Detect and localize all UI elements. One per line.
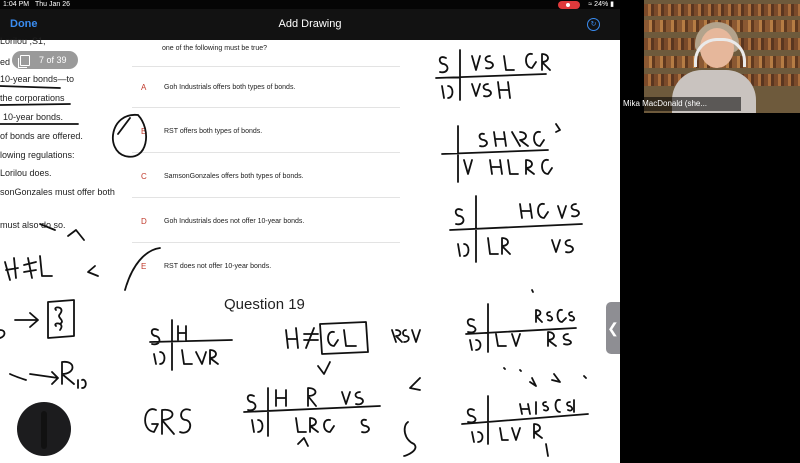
ink-grs	[145, 409, 190, 434]
pencil-tool-icon[interactable]	[17, 402, 71, 456]
pages-icon	[20, 55, 30, 66]
ink-diagram-hrsgs	[462, 396, 588, 444]
choice-letter-b[interactable]: B	[141, 127, 147, 136]
left-text-line: the corporations	[0, 93, 65, 103]
ink-dots	[504, 368, 586, 386]
next-question-title: Question 19	[224, 296, 305, 313]
ink-diagram-hrsg	[466, 290, 576, 352]
ink-diagram-sh	[150, 320, 232, 370]
ink-h-ne-l	[5, 256, 52, 280]
ink-diagram-shrvs	[244, 388, 380, 436]
choice-text-b[interactable]: RST offers both types of bonds.	[164, 128, 263, 135]
ink-diagram-vslgr	[436, 50, 550, 100]
ink-partial-s	[0, 330, 5, 338]
wifi-icon: ≈	[588, 1, 593, 8]
left-text-line: Lorilou ,S1,	[0, 36, 46, 46]
choice-letter-e[interactable]: E	[141, 262, 147, 271]
left-text-line: must also do so.	[0, 220, 66, 230]
question-stem: one of the following must be true?	[162, 45, 268, 52]
page-indicator-text: 7 of 39	[39, 55, 67, 65]
ink-arrow	[410, 378, 420, 390]
ink-arrow-up	[298, 438, 308, 446]
status-time: 1:04 PM	[3, 1, 30, 8]
ink-diagram-hgvs	[450, 196, 582, 262]
choice-text-d[interactable]: Goh Industrials does not offer 10-year bonds.	[164, 218, 305, 225]
choice-letter-a[interactable]: A	[141, 83, 147, 92]
ink-arrow-r10	[10, 362, 86, 388]
left-text-line: Lorilou does.	[0, 168, 52, 178]
ink-tick	[40, 224, 55, 230]
choice-letter-c[interactable]: C	[141, 172, 147, 181]
left-text-line: of bonds are offered.	[0, 131, 83, 141]
done-button[interactable]: Done	[10, 18, 38, 30]
ink-arrow-up	[546, 444, 548, 456]
ink-rsv	[392, 330, 420, 342]
bookshelf-row	[644, 4, 800, 16]
ink-slash-e	[125, 248, 160, 290]
status-date: Thu Jan 26	[35, 1, 71, 8]
ink-mark	[88, 266, 98, 276]
left-text-line: 10-year bonds.	[3, 112, 64, 122]
nav-title: Add Drawing	[278, 18, 342, 30]
choice-text-e[interactable]: RST does not offer 10-year bonds.	[164, 263, 272, 270]
ink-check	[68, 230, 84, 240]
ink-diagram-shlrg	[442, 124, 560, 182]
left-text-line: 10-year bonds—to	[0, 74, 75, 84]
redo-icon[interactable]: ↻	[587, 18, 600, 31]
battery-icon: ▮	[610, 1, 614, 8]
participant-name: Mika MacDonald (she...	[621, 97, 741, 111]
sidebar-toggle-handle[interactable]: ❮	[606, 302, 620, 354]
ink-underline	[0, 86, 60, 88]
choice-letter-d[interactable]: D	[141, 217, 147, 226]
ink-circle-b	[113, 115, 146, 157]
ink-s-box	[15, 300, 74, 338]
battery-percent: 24%	[594, 1, 609, 8]
left-text-line: ed	[0, 57, 11, 67]
left-text-line: lowing regulations:	[0, 150, 75, 160]
ink-h-ne-gl-box	[286, 322, 368, 354]
choice-text-c[interactable]: SamsonGonzales offers both types of bonds.	[164, 173, 304, 180]
page-indicator[interactable]	[12, 51, 78, 69]
ink-curve	[404, 422, 415, 456]
ink-check	[318, 362, 330, 374]
ink-underline	[0, 104, 70, 105]
left-text-line: sonGonzales must offer both	[0, 187, 115, 197]
choice-text-a[interactable]: Goh Industrials offers both types of bonds.	[164, 84, 296, 91]
